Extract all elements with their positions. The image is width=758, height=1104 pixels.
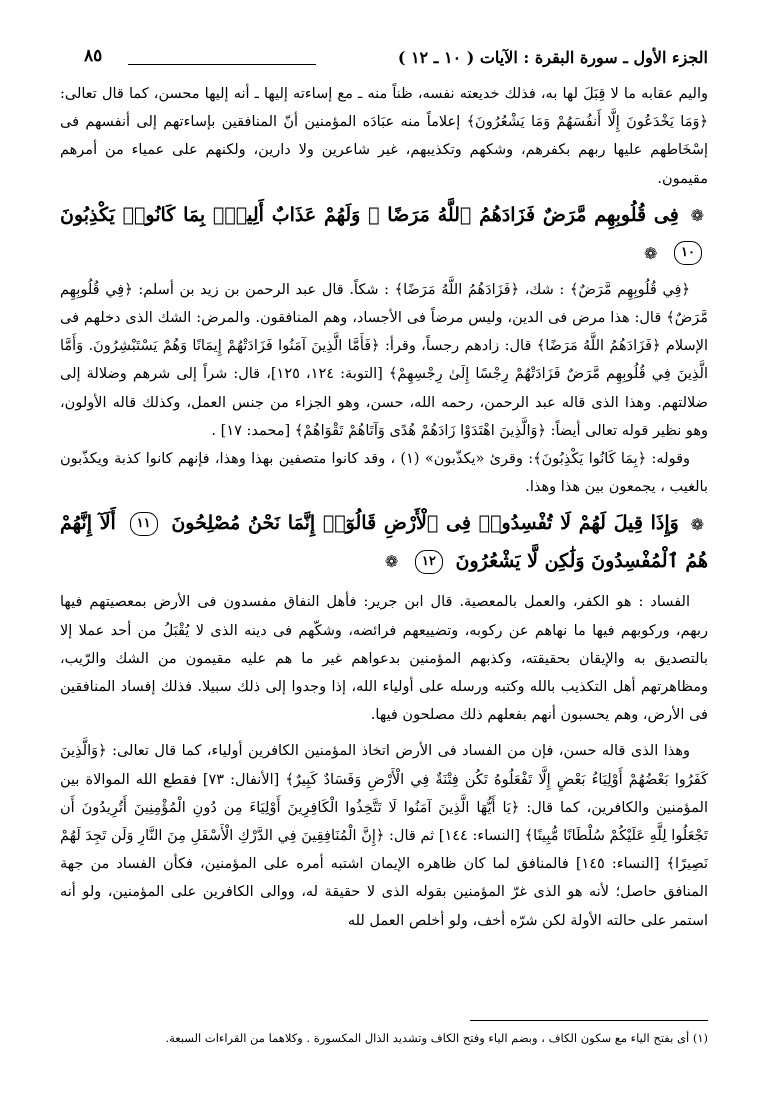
footnote-rule	[470, 1020, 708, 1021]
ornament-close-icon: ❁	[643, 243, 658, 263]
ornament-close-icon: ❁	[384, 552, 399, 572]
verse-text: فِى قُلُوبِهِم مَّرَضٌ فَزَادَهُمُ ٱللَّهُ مَرَضًا ۖ وَلَهُمْ عَذَابٌ أَلِيمٌۢ بِمَا كَانُوا۟ يَكْذِبُونَ	[60, 203, 679, 226]
paragraph: ﴿فِي قُلُوبِهِم مَّرَضٌ﴾ : شك، ﴿فَزَادَهُمُ اللَّهُ مَرَضًا﴾ : شكاً. قال عبد الرحمن بن زيد بن أسلم: ﴿فِي قُلُوبِهِم مَّرَضٌ﴾ قال: هذا مرض فى الدين، وليس مرضاً فى الأجساد، وهم المنافقون. والمرض: الشك الذى دخلهم فى الإسلام ﴿فَزَادَهُمُ اللَّهُ مَرَضًا﴾ قال: زادهم رجساً، وقرأ: ﴿فَأَمَّا الَّذِينَ آمَنُوا فَزَادَتْهُمْ إِيمَانًا وَهُمْ يَسْتَبْشِرُونَ. وَأَمَّا الَّذِينَ فِي قُلُوبِهِم مَّرَضٌ فَزَادَتْهُمْ رِجْسًا إِلَىٰ رِجْسِهِمْ﴾ [التوبة: ١٢٤، ١٢٥]، قال: شراً إلى شرهم وضلالة إلى ضلالتهم. وهذا الذى قاله عبد الرحمن، رحمه الله، حسن، وهو الجزاء من جنس العمل، وكذلك قاله الأولون، وهو نظير قوله تعالى أيضاً: ﴿وَالَّذِينَ اهْتَدَوْا زَادَهُمْ هُدًى وَآتَاهُمْ تَقْوَاهُمْ﴾ [محمد: ١٧] .	[60, 281, 708, 439]
verse-number: ١٠	[674, 241, 702, 265]
page-body	[60, 80, 708, 935]
footnote: (١) أى بفتح الياء مع سكون الكاف ، وبضم الياء وفتح الكاف وتشديد الذال المكسورة . وكلاهما من القراءات السبعة.	[165, 1031, 708, 1045]
ornament-open-icon: ❁	[690, 206, 704, 226]
page-header	[76, 48, 708, 76]
verse-number: ١٢	[415, 550, 443, 574]
paragraph: الفساد : هو الكفر، والعمل بالمعصية. قال ابن جرير: فأهل النفاق مفسدون فى الأرض بمعصيتهم فيها ربهم، وركوبهم فيها ما نهاهم عن ركوبه، وتضييعهم فرائضه، وشكّهم فى دينه الذى لا يُقْبَلُ من أحد عملا إلا بالتصديق به والإيقان بحقيقته، وكذبهم المؤمنين بدعواهم غير ما هم عليه مقيمون من الشك والرّيب، ومظاهرتهم أهل التكذيب بالله وكتبه ورسله على أولياء الله، إذا وجدوا إلى ذلك سبيلا. فذلك إفساد المنافقين فى الأرض، وهم يحسبون أنهم بفعلهم ذلك مصلحون فيها.	[60, 594, 708, 724]
paragraph: والیم عقابه ما لا قِبَلَ لها به، فذلك خديعته نفسه، ظناً منه ـ مع إساءته إليها ـ أنه إليها محسن، كما قال تعالى: ﴿وَمَا يَخْدَعُونَ إِلَّا أَنفُسَهُمْ وَمَا يَشْعُرُونَ﴾ إعلاماً منه عبَادَه المؤمنين أنّ المنافقين بإساءتهم إلى أنفسهم فى إسْخَاطهم عليها ربهم بكفرهم، وشكهم وتكذيبهم، غير شاعرين ولا دارين، ولكنهم على عمياء من أمرهم مقيمون.	[60, 86, 708, 187]
verse-number: ١١	[130, 512, 158, 536]
verse-block-11-12	[60, 505, 708, 580]
paragraph-gap	[60, 729, 708, 737]
ornament-open-icon: ❁	[690, 514, 705, 534]
paragraph: وقوله: ﴿بِمَا كَانُوا يَكْذِبُونَ﴾: وقرئ «يكذّبون» (١) ، وقد كانوا متصفين بهذا وهذا، فإنهم كانوا كذبة ويكذّبون بالغيب ، يجمعون بين هذا وهذا.	[60, 451, 708, 496]
page-number: ٨٥	[84, 46, 103, 66]
verse-block-10	[60, 197, 708, 272]
header-rule	[128, 64, 316, 65]
verse-text: أَلَآ إِنَّهُمْ هُمُ ٱلْمُفْسِدُونَ وَلَٰكِن لَّا يَشْعُرُونَ	[60, 512, 708, 572]
verse-text: وَإِذَا قِيلَ لَهُمْ لَا تُفْسِدُوا۟ فِى ٱلْأَرْضِ قَالُوٓا۟ إِنَّمَا نَحْنُ مُصْلِحُونَ	[171, 512, 679, 535]
running-title: الجزء الأول ـ سورة البقرة : الآيات ( ١٠ ـ ١٢ )	[397, 48, 708, 67]
paragraph: وهذا الذى قاله حسن، فإن من الفساد فى الأرض اتخاذ المؤمنين الكافرين أولياء، كما قال تعالى: ﴿وَالَّذِينَ كَفَرُوا بَعْضُهُمْ أَوْلِيَاءُ بَعْضٍ إِلَّا تَفْعَلُوهُ تَكُن فِتْنَةٌ فِي الْأَرْضِ وَفَسَادٌ كَبِيرٌ﴾ [الأنفال: ٧٣] فقطع الله الموالاة بين المؤمنين والكافرين، كما قال: ﴿يَا أَيُّهَا الَّذِينَ آمَنُوا لَا تَتَّخِذُوا الْكَافِرِينَ أَوْلِيَاءَ مِن دُونِ الْمُؤْمِنِينَ أَتُرِيدُونَ أَن تَجْعَلُوا لِلَّهِ عَلَيْكُمْ سُلْطَانًا مُّبِينًا﴾ [النساء: ١٤٤] ثم قال: ﴿إِنَّ الْمُنَافِقِينَ فِي الدَّرْكِ الْأَسْفَلِ مِنَ النَّارِ وَلَن تَجِدَ لَهُمْ نَصِيرًا﴾ [النساء: ١٤٥] فالمنافق لما كان ظاهره الإيمان اشتبه أمره على المؤمنين، فكأن الفساد من جهة المنافق حاصل؛ لأنه هو الذى غرّ المؤمنين بقوله الذى لا حقيقة له، ووالى الكافرين على المؤمنين، ولو أنه استمر على حالته الأولة لكن شرّه أخف، ولو أخلص العمل لله	[60, 743, 709, 929]
